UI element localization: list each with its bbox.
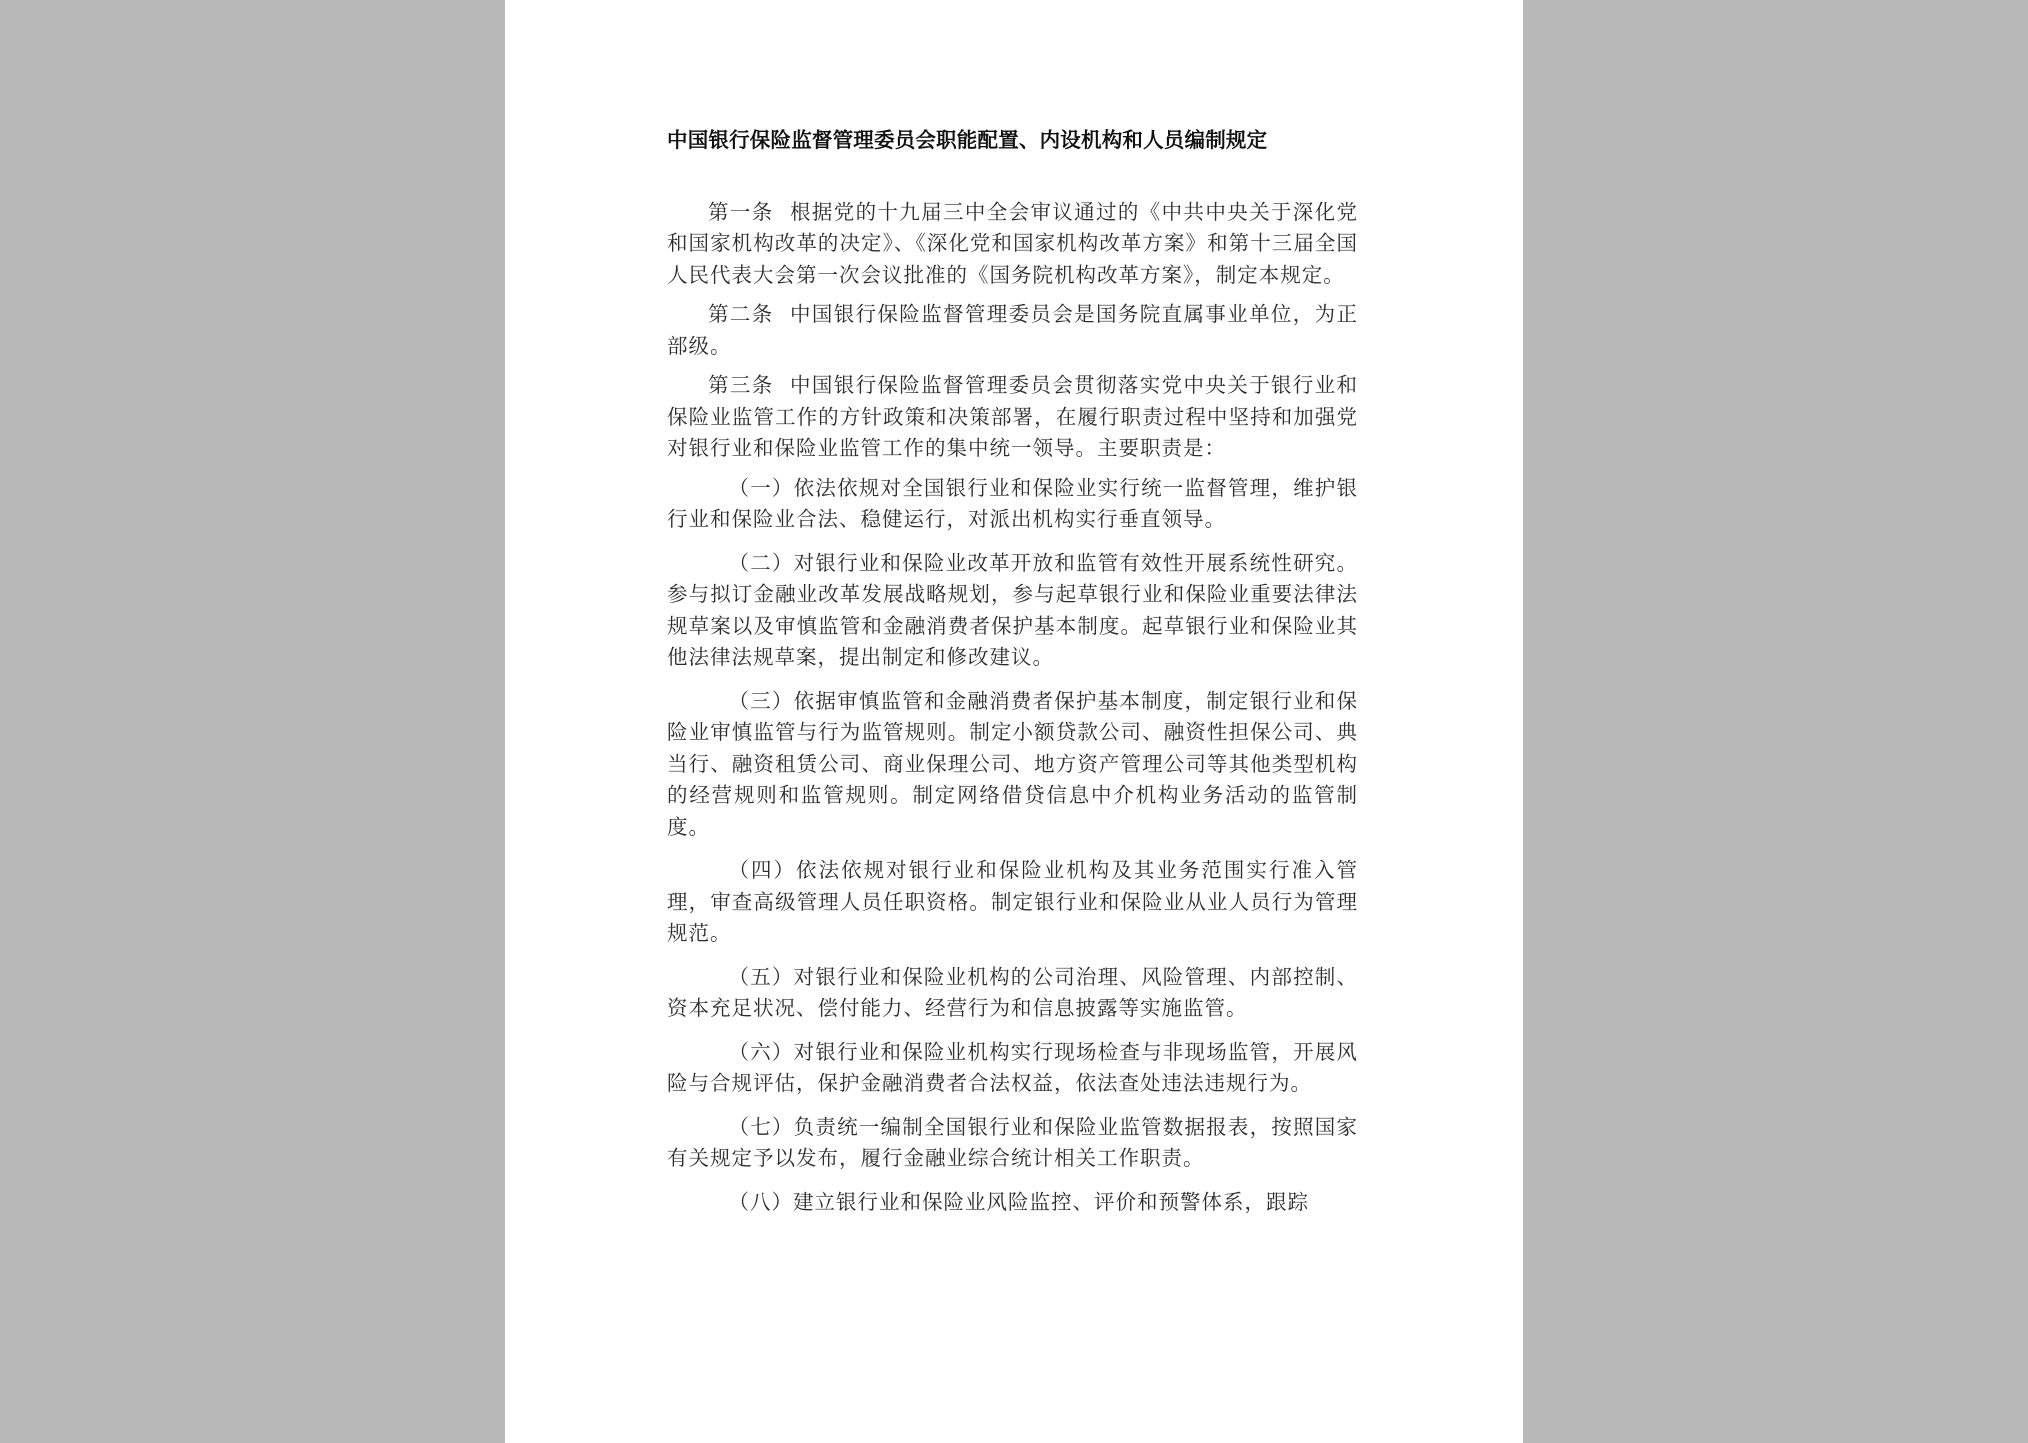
article-2 <box>667 299 1358 362</box>
article-number: 第三条 <box>708 373 774 398</box>
duty-item-1: （一）依法依规对全国银行业和保险业实行统一监督管理，维护银行业和保险业合法、稳健运行，对派出机构实行垂直领导。 <box>667 475 1358 532</box>
document-title: 中国银行保险监督管理委员会职能配置、内设机构和人员编制规定 <box>667 128 1268 152</box>
article-1 <box>667 197 1358 292</box>
article-text: 中国银行保险监督管理委员会是国务院直属事业单位，为正部级。 <box>667 302 1359 358</box>
article-text: 根据党的十九届三中全会审议通过的《中共中央关于深化党和国家机构改革的决定》、《深化党和国家机构改革方案》和第十三届全国人民代表大会第一次会议批准的《国务院机构改革方案》，制定本规定。 <box>667 199 1359 287</box>
article-3 <box>667 370 1358 465</box>
duty-item-6: （六）对银行业和保险业机构实行现场检查与非现场监管，开展风险与合规评估，保护金融消费者合法权益，依法查处违法违规行为。 <box>667 1039 1358 1096</box>
duty-item-8: （八）建立银行业和保险业风险监控、评价和预警体系，跟踪 <box>728 1189 1309 1214</box>
duty-item-2: （二）对银行业和保险业改革开放和监管有效性开展系统性研究。参与拟订金融业改革发展战略规划，参与起草银行业和保险业重要法律法规草案以及审慎监管和金融消费者保护基本制度。起草银行业和保险业其他法律法规草案，提出制定和修改建议。 <box>667 550 1358 670</box>
article-number: 第一条 <box>708 199 774 224</box>
article-text: 中国银行保险监督管理委员会贯彻落实党中央关于银行业和保险业监管工作的方针政策和决策部署，在履行职责过程中坚持和加强党对银行业和保险业监管工作的集中统一领导。主要职责是： <box>667 373 1359 461</box>
article-number: 第二条 <box>708 302 774 327</box>
document-page <box>505 0 1523 1443</box>
duty-item-3: （三）依据审慎监管和金融消费者保护基本制度，制定银行业和保险业审慎监管与行为监管规则。制定小额贷款公司、融资性担保公司、典当行、融资租赁公司、商业保理公司、地方资产管理公司等其他类型机构的经营规则和监管规则。制定网络借贷信息中介机构业务活动的监管制度。 <box>667 688 1358 839</box>
duty-item-4: （四）依法依规对银行业和保险业机构及其业务范围实行准入管理，审查高级管理人员任职资格。制定银行业和保险业从业人员行为管理规范。 <box>667 858 1358 946</box>
duty-item-5: （五）对银行业和保险业机构的公司治理、风险管理、内部控制、资本充足状况、偿付能力、经营行为和信息披露等实施监管。 <box>667 964 1358 1021</box>
duty-item-7: （七）负责统一编制全国银行业和保险业监管数据报表，按照国家有关规定予以发布，履行金融业综合统计相关工作职责。 <box>667 1114 1358 1171</box>
